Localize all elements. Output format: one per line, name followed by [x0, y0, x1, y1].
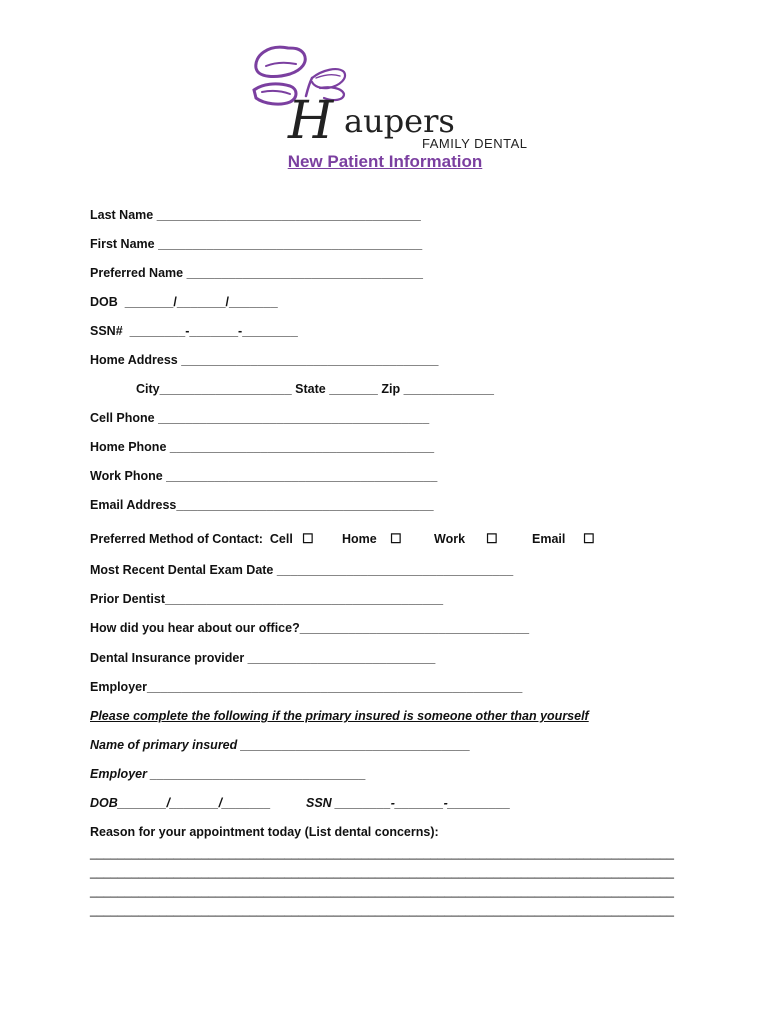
home-address-field[interactable]: Home Address _____________________________________: [90, 353, 439, 367]
reason-line-4[interactable]: ____________________________________________________________________________________: [90, 903, 674, 917]
logo-name: aupers: [344, 102, 455, 140]
reason-line-2[interactable]: ____________________________________________________________________________________: [90, 865, 674, 879]
work-label: Work: [434, 532, 466, 546]
home-checkbox[interactable]: ☐: [390, 531, 402, 546]
ssn-field[interactable]: SSN# ________-_______-________: [90, 324, 298, 338]
contact-method-label: Preferred Method of Contact: Cell: [90, 532, 293, 546]
last-name-field[interactable]: Last Name ______________________________________: [90, 208, 421, 222]
preferred-name-field[interactable]: Preferred Name __________________________________: [90, 266, 423, 280]
home-label: Home: [342, 532, 377, 546]
logo-script-letter: H: [288, 91, 334, 151]
page-title: New Patient Information: [287, 152, 483, 171]
reason-line-3[interactable]: ____________________________________________________________________________________: [90, 884, 674, 898]
work-phone-field[interactable]: Work Phone _______________________________________: [90, 469, 438, 483]
insured-employer-field[interactable]: Employer _______________________________: [90, 767, 366, 781]
insured-ssn-field[interactable]: SSN ________-_______-_________: [306, 796, 511, 810]
recent-exam-field[interactable]: Most Recent Dental Exam Date __________________________________: [90, 563, 514, 577]
insurance-field[interactable]: Dental Insurance provider ___________________________: [90, 651, 436, 665]
insured-instruction: Please complete the following if the primary insured is someone other than yourself: [90, 709, 589, 723]
logo-tagline: FAMILY DENTAL: [422, 136, 528, 151]
city-state-zip-field[interactable]: City___________________ State _______ Zip _____________: [136, 382, 494, 396]
email-label: Email: [532, 532, 566, 546]
haupers-family-dental-logo: [246, 44, 536, 156]
work-checkbox[interactable]: ☐: [486, 531, 498, 546]
email-address-field[interactable]: Email Address_____________________________________: [90, 498, 434, 512]
reason-line-1[interactable]: ____________________________________________________________________________________: [90, 846, 674, 860]
cell-phone-field[interactable]: Cell Phone _______________________________________: [90, 411, 430, 425]
home-phone-field[interactable]: Home Phone ______________________________________: [90, 440, 435, 454]
first-name-field[interactable]: First Name ______________________________________: [90, 237, 423, 251]
insured-dob-field[interactable]: DOB_______/_______/_______: [90, 796, 271, 810]
insured-name-field[interactable]: Name of primary insured _________________________________: [90, 738, 471, 752]
reason-label: Reason for your appointment today (List dental concerns):: [90, 825, 439, 839]
prior-dentist-field[interactable]: Prior Dentist________________________________________: [90, 592, 444, 606]
dob-field[interactable]: DOB _______/_______/_______: [90, 295, 278, 309]
email-checkbox[interactable]: ☐: [583, 531, 595, 546]
employer-field[interactable]: Employer______________________________________________________: [90, 680, 523, 694]
how-heard-field[interactable]: How did you hear about our office?_________________________________: [90, 621, 530, 635]
cell-checkbox[interactable]: ☐: [302, 531, 314, 546]
